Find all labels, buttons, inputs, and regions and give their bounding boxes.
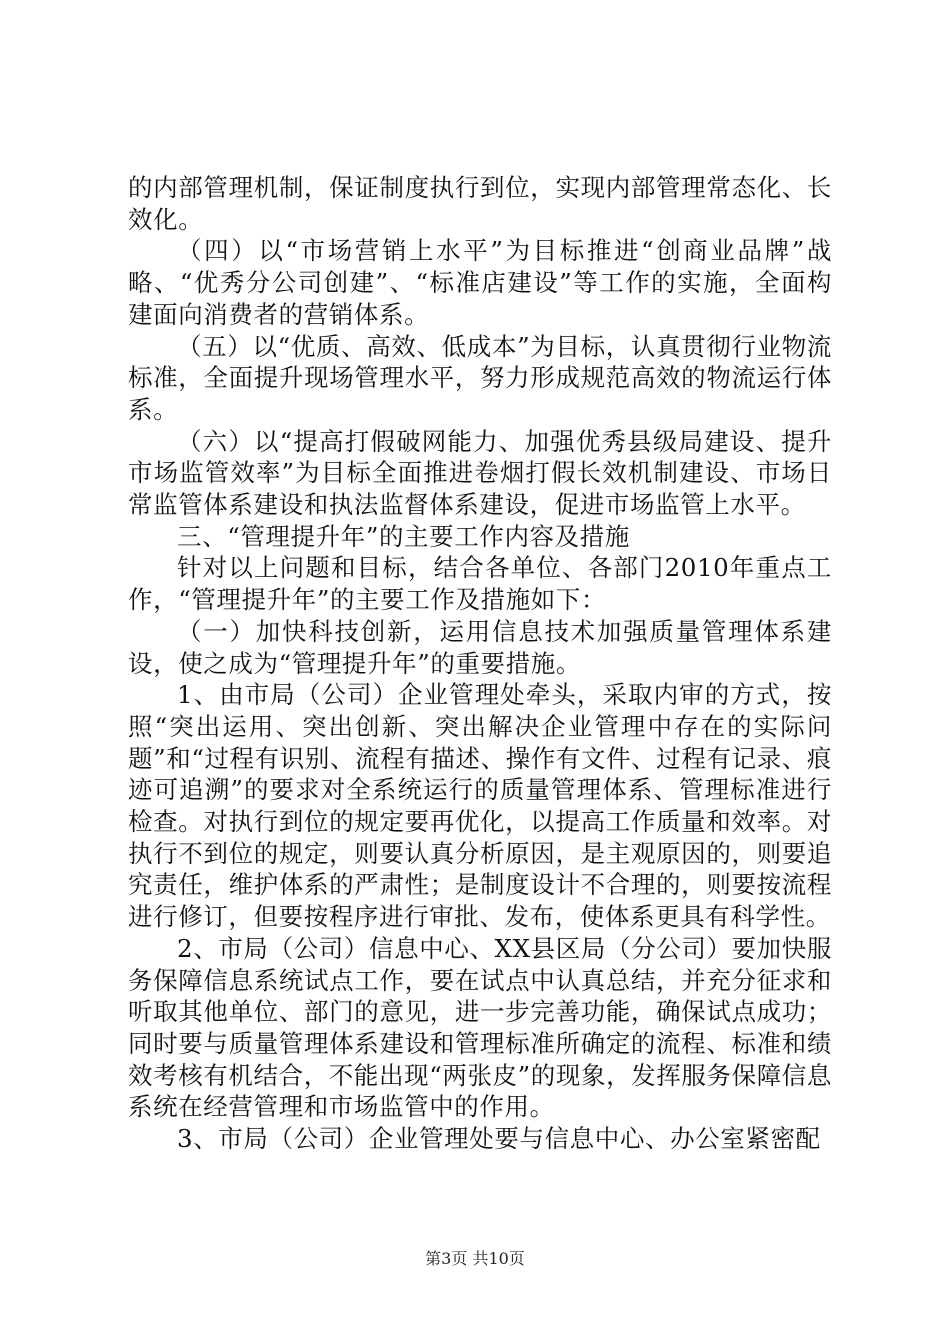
paragraph-continuation: 的内部管理机制，保证制度执行到位，实现内部管理常态化、长效化。 [128,173,832,234]
paragraph-intro: 针对以上问题和目标，结合各单位、各部门2010年重点工作，“管理提升年”的主要工作及措施如下： [128,553,832,615]
paragraph-point-3: 3、市局（公司）企业管理处要与信息中心、办公室紧密配 [177,1124,821,1154]
paragraph-point-1: 1、由市局（公司）企业管理处牵头，采取内审的方式，按照“突出运用、突出创新、突出解决企业管理中存在的实际问题”和“过程有识别、流程有描述、操作有文件、过程有记录、痕迹可追溯”的要求对全系统运行的质量管理体系、管理标准进行检查。对执行到位的规定要再优化，以提高工作质量和效率。对执行不到位的规定，则要认真分析原因，是主观原因的，则要追究责任，维护体系的严肃性；是制度设计不合理的，则要按流程进行修订，但要按程序进行审批、发布，使体系更具有科学性。 [128,680,832,932]
paragraph-item-five: （五）以“优质、高效、低成本”为目标，认真贯彻行业物流标准，全面提升现场管理水平，努力形成规范高效的物流运行体系。 [128,331,832,424]
document-body [128,172,832,1155]
paragraph-item-six: （六）以“提高打假破网能力、加强优秀县级局建设、提升市场监管效率”为目标全面推进卷烟打假长效机制建设、市场日常监管体系建设和执法监督体系建设，促进市场监管上水平。 [128,426,832,520]
page-number-footer: 第3页 共10页 [425,1249,525,1268]
paragraph-item-four: （四）以“市场营销上水平”为目标推进“创商业品牌”战略、“优秀分公司创建”、“标准店建设”等工作的实施，全面构建面向消费者的营销体系。 [128,236,832,329]
paragraph-point-2: 2、市局（公司）信息中心、XX县区局（分公司）要加快服务保障信息系统试点工作，要在试点中认真总结，并充分征求和听取其他单位、部门的意见，进一步完善功能，确保试点成功；同时要与质量管理体系建设和管理标准所确定的流程、标准和绩效考核有机结合，不能出现“两张皮”的现象，发挥服务保障信息系统在经营管理和市场监管中的作用。 [128,933,832,1122]
paragraph-subheading-one: （一）加快科技创新，运用信息技术加强质量管理体系建设，使之成为“管理提升年”的重要措施。 [128,616,832,678]
section-heading-three: 三、“管理提升年”的主要工作内容及措施 [177,521,630,551]
